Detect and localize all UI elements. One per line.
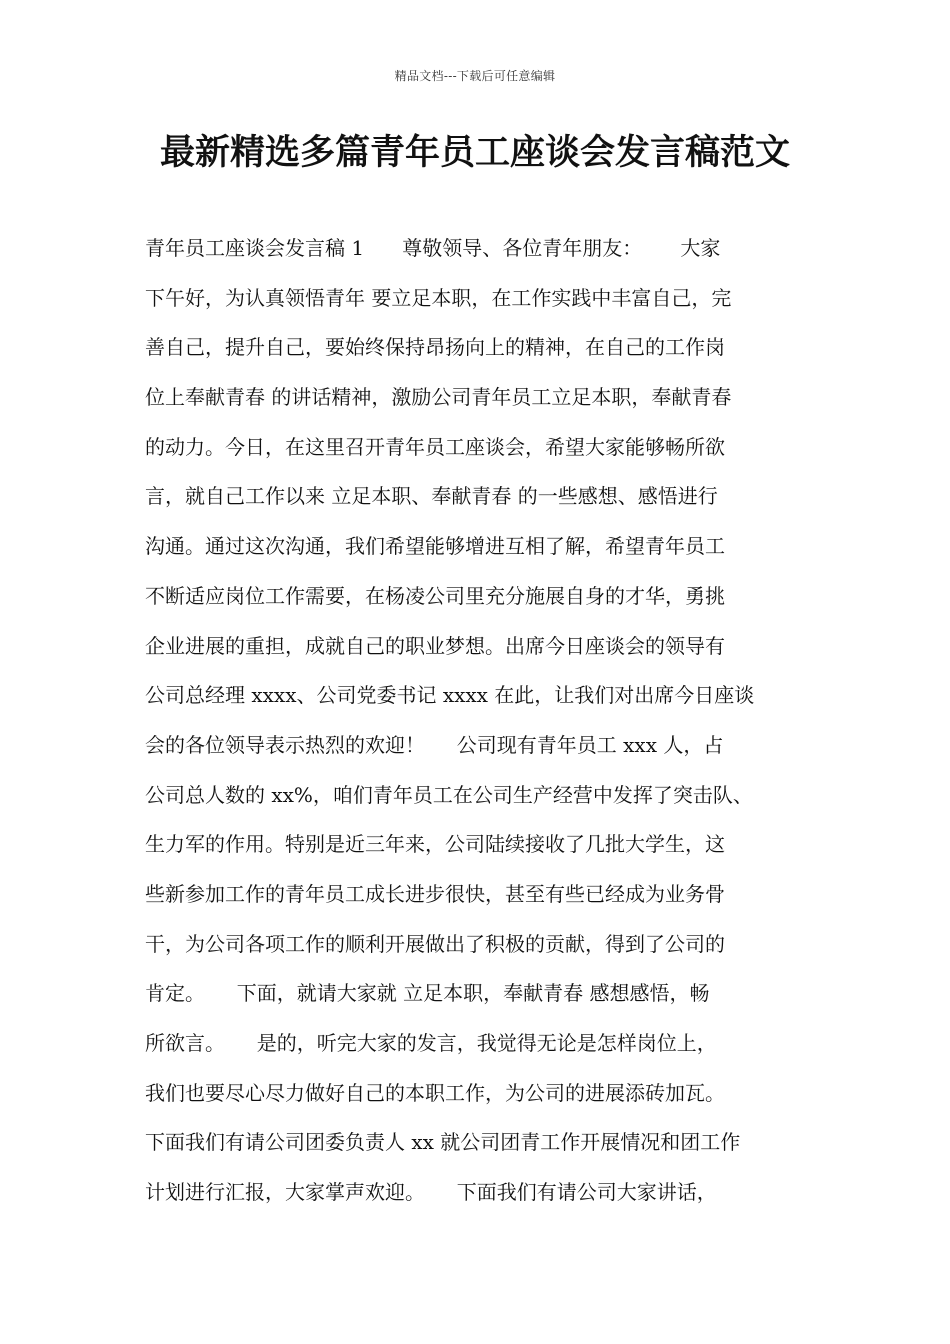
- body-line: 些新参加工作的青年员工成长进步很快，甚至有些已经成为业务骨: [145, 881, 725, 906]
- body-line: 下午好，为认真领悟青年 要立足本职，在工作实践中丰富自己，完: [145, 285, 732, 310]
- body-line: 善自己，提升自己，要始终保持昂扬向上的精神，在自己的工作岗: [145, 335, 725, 360]
- body-text: [145, 224, 815, 1218]
- body-line: 公司总经理 xxxx、公司党委书记 xxxx 在此，让我们对出席今日座谈: [145, 683, 755, 708]
- body-line: 干，为公司各项工作的顺利开展做出了积极的贡献，得到了公司的: [145, 931, 725, 956]
- header-note: 精品文档---下载后可任意编辑: [394, 69, 556, 83]
- body-line: 青年员工座谈会发言稿 1 尊敬领导、各位青年朋友： 大家: [145, 236, 721, 260]
- document-title: 最新精选多篇青年员工座谈会发言稿范文: [159, 133, 790, 173]
- body-line: 不断适应岗位工作需要，在杨凌公司里充分施展自身的才华，勇挑: [145, 583, 725, 608]
- body-line: 所欲言。 是的，听完大家的发言，我觉得无论是怎样岗位上，: [145, 1031, 717, 1055]
- body-line: 的动力。今日，在这里召开青年员工座谈会，希望大家能够畅所欲: [145, 434, 725, 459]
- body-line: 会的各位领导表示热烈的欢迎！ 公司现有青年员工 xxx 人，占: [145, 732, 724, 757]
- body-line: 沟通。通过这次沟通，我们希望能够增进互相了解，希望青年员工: [145, 534, 725, 559]
- body-line: 我们也要尽心尽力做好自己的本职工作，为公司的进展添砖加瓦。: [145, 1080, 725, 1105]
- body-line: 公司总人数的 xx%，咱们青年员工在公司生产经营中发挥了突击队、: [145, 782, 753, 807]
- body-line: 生力军的作用。特别是近三年来，公司陆续接收了几批大学生，这: [145, 832, 725, 857]
- body-line: 计划进行汇报，大家掌声欢迎。 下面我们有请公司大家讲话，: [145, 1180, 717, 1205]
- body-line: 位上奉献青春 的讲话精神，激励公司青年员工立足本职，奉献青春: [145, 385, 732, 410]
- body-line: 下面我们有请公司团委负责人 xx 就公司团青工作开展情况和团工作: [145, 1130, 741, 1155]
- body-line: 肯定。 下面，就请大家就 立足本职，奉献青春 感想感悟，畅: [145, 981, 710, 1006]
- body-line: 言，就自己工作以来 立足本职、奉献青春 的一些感想、感悟进行: [145, 484, 718, 509]
- body-line: 企业进展的重担，成就自己的职业梦想。出席今日座谈会的领导有: [145, 633, 725, 658]
